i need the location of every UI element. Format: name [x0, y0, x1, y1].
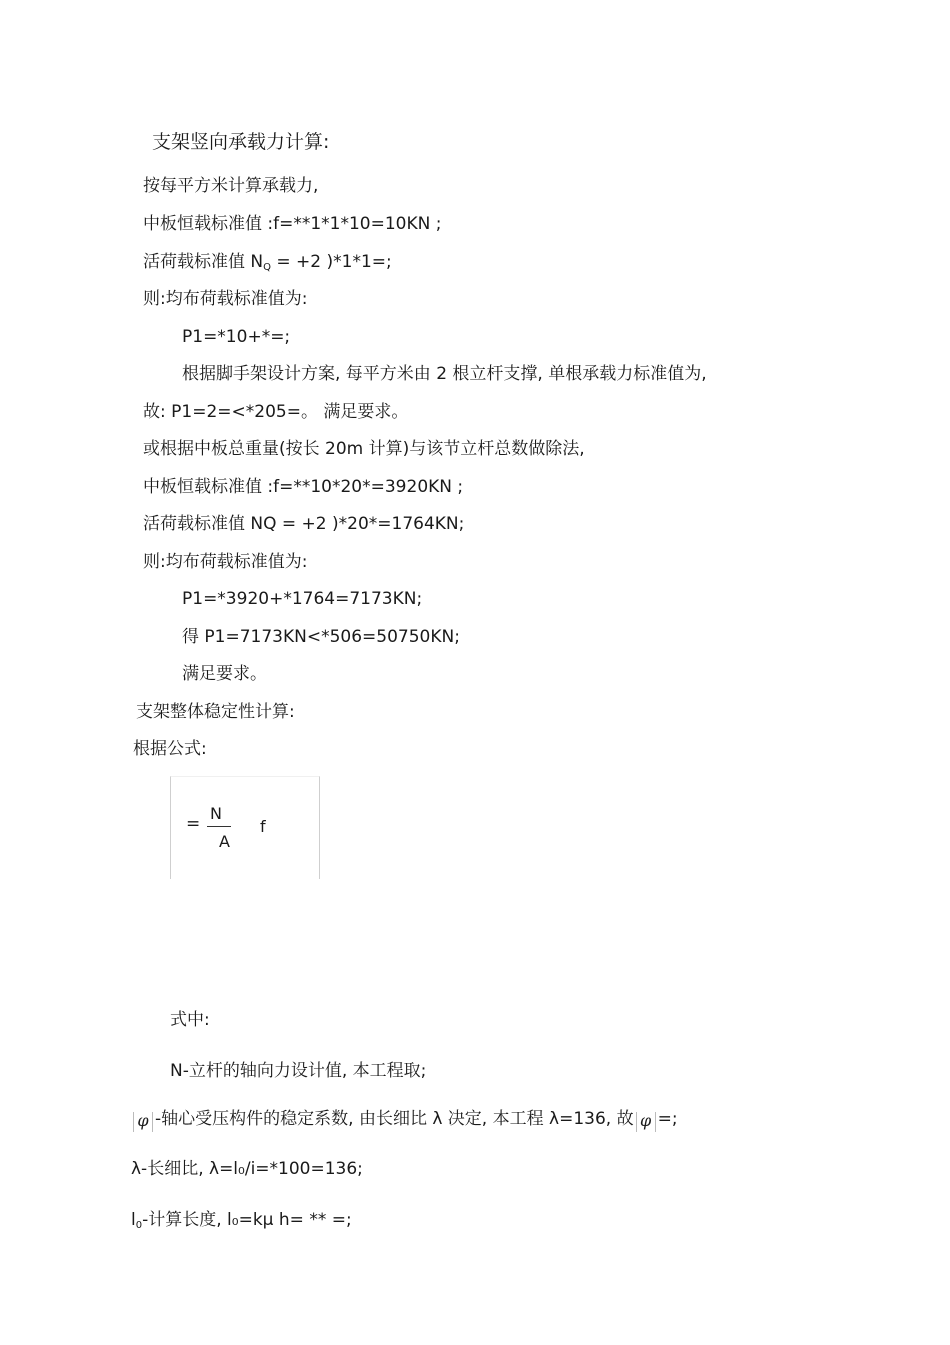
text-segment: -轴心受压构件的稳定系数, 由长细比 λ 决定, 本工程 λ=136, 故: [155, 1109, 634, 1129]
stability-formula: [170, 776, 320, 879]
formula-rhs: f: [260, 817, 266, 836]
text-line: 根据脚手架设计方案, 每平方米由 2 根立杆支撑, 单根承载力标准值为,: [182, 364, 707, 384]
text-line: 中板恒载标准值 :f=**10*20*=3920KN ;: [143, 477, 464, 497]
text-line: P1=*3920+*1764=7173KN;: [182, 589, 423, 609]
text-line: λ-长细比, λ=l₀/i=*100=136;: [131, 1159, 363, 1179]
text-line: 则:均布荷载标准值为:: [143, 289, 308, 309]
text-segment: l: [131, 1210, 136, 1230]
section-heading-stability: 支架整体稳定性计算:: [136, 702, 295, 722]
text-line: 活荷载标准值 NQ = +2 )*20*=1764KN;: [143, 514, 465, 534]
formula-numerator: N: [210, 804, 222, 823]
text-line: P1=*10+*=;: [182, 327, 291, 347]
text-line-live-load: [143, 251, 392, 279]
section-heading-vertical-capacity: 支架竖向承载力计算:: [152, 131, 330, 153]
subscript: Q: [263, 262, 271, 273]
text-line: 式中:: [170, 1010, 210, 1030]
subscript: 0: [135, 1220, 143, 1231]
formula-equals: =: [186, 814, 201, 834]
text-line: 根据公式:: [133, 739, 207, 759]
phi-symbol: φ: [636, 1112, 656, 1132]
text-line: N-立杆的轴向力设计值, 本工程取;: [170, 1061, 427, 1081]
text-line-length: [131, 1209, 352, 1237]
text-line: 故: P1=2=<*205=。 满足要求。: [143, 402, 409, 422]
fraction-bar: [207, 826, 231, 827]
text-segment: =;: [657, 1109, 678, 1129]
text-segment: 活荷载标准值 N: [143, 252, 264, 272]
formula-denominator: A: [219, 832, 230, 851]
text-line: 则:均布荷载标准值为:: [143, 552, 308, 572]
text-line: 中板恒载标准值 :f=**1*1*10=10KN ;: [143, 214, 442, 234]
text-line: 或根据中板总重量(按长 20m 计算)与该节立杆总数做除法,: [143, 439, 585, 459]
text-line-phi: [131, 1108, 678, 1132]
text-line: 满足要求。: [182, 664, 267, 684]
text-segment: -计算长度, l₀=kμ h= ** =;: [142, 1210, 352, 1230]
text-segment: = +2 )*1*1=;: [271, 252, 392, 272]
text-line: 按每平方米计算承载力,: [143, 176, 319, 196]
phi-symbol: φ: [133, 1112, 153, 1132]
text-line: 得 P1=7173KN<*506=50750KN;: [182, 627, 460, 647]
